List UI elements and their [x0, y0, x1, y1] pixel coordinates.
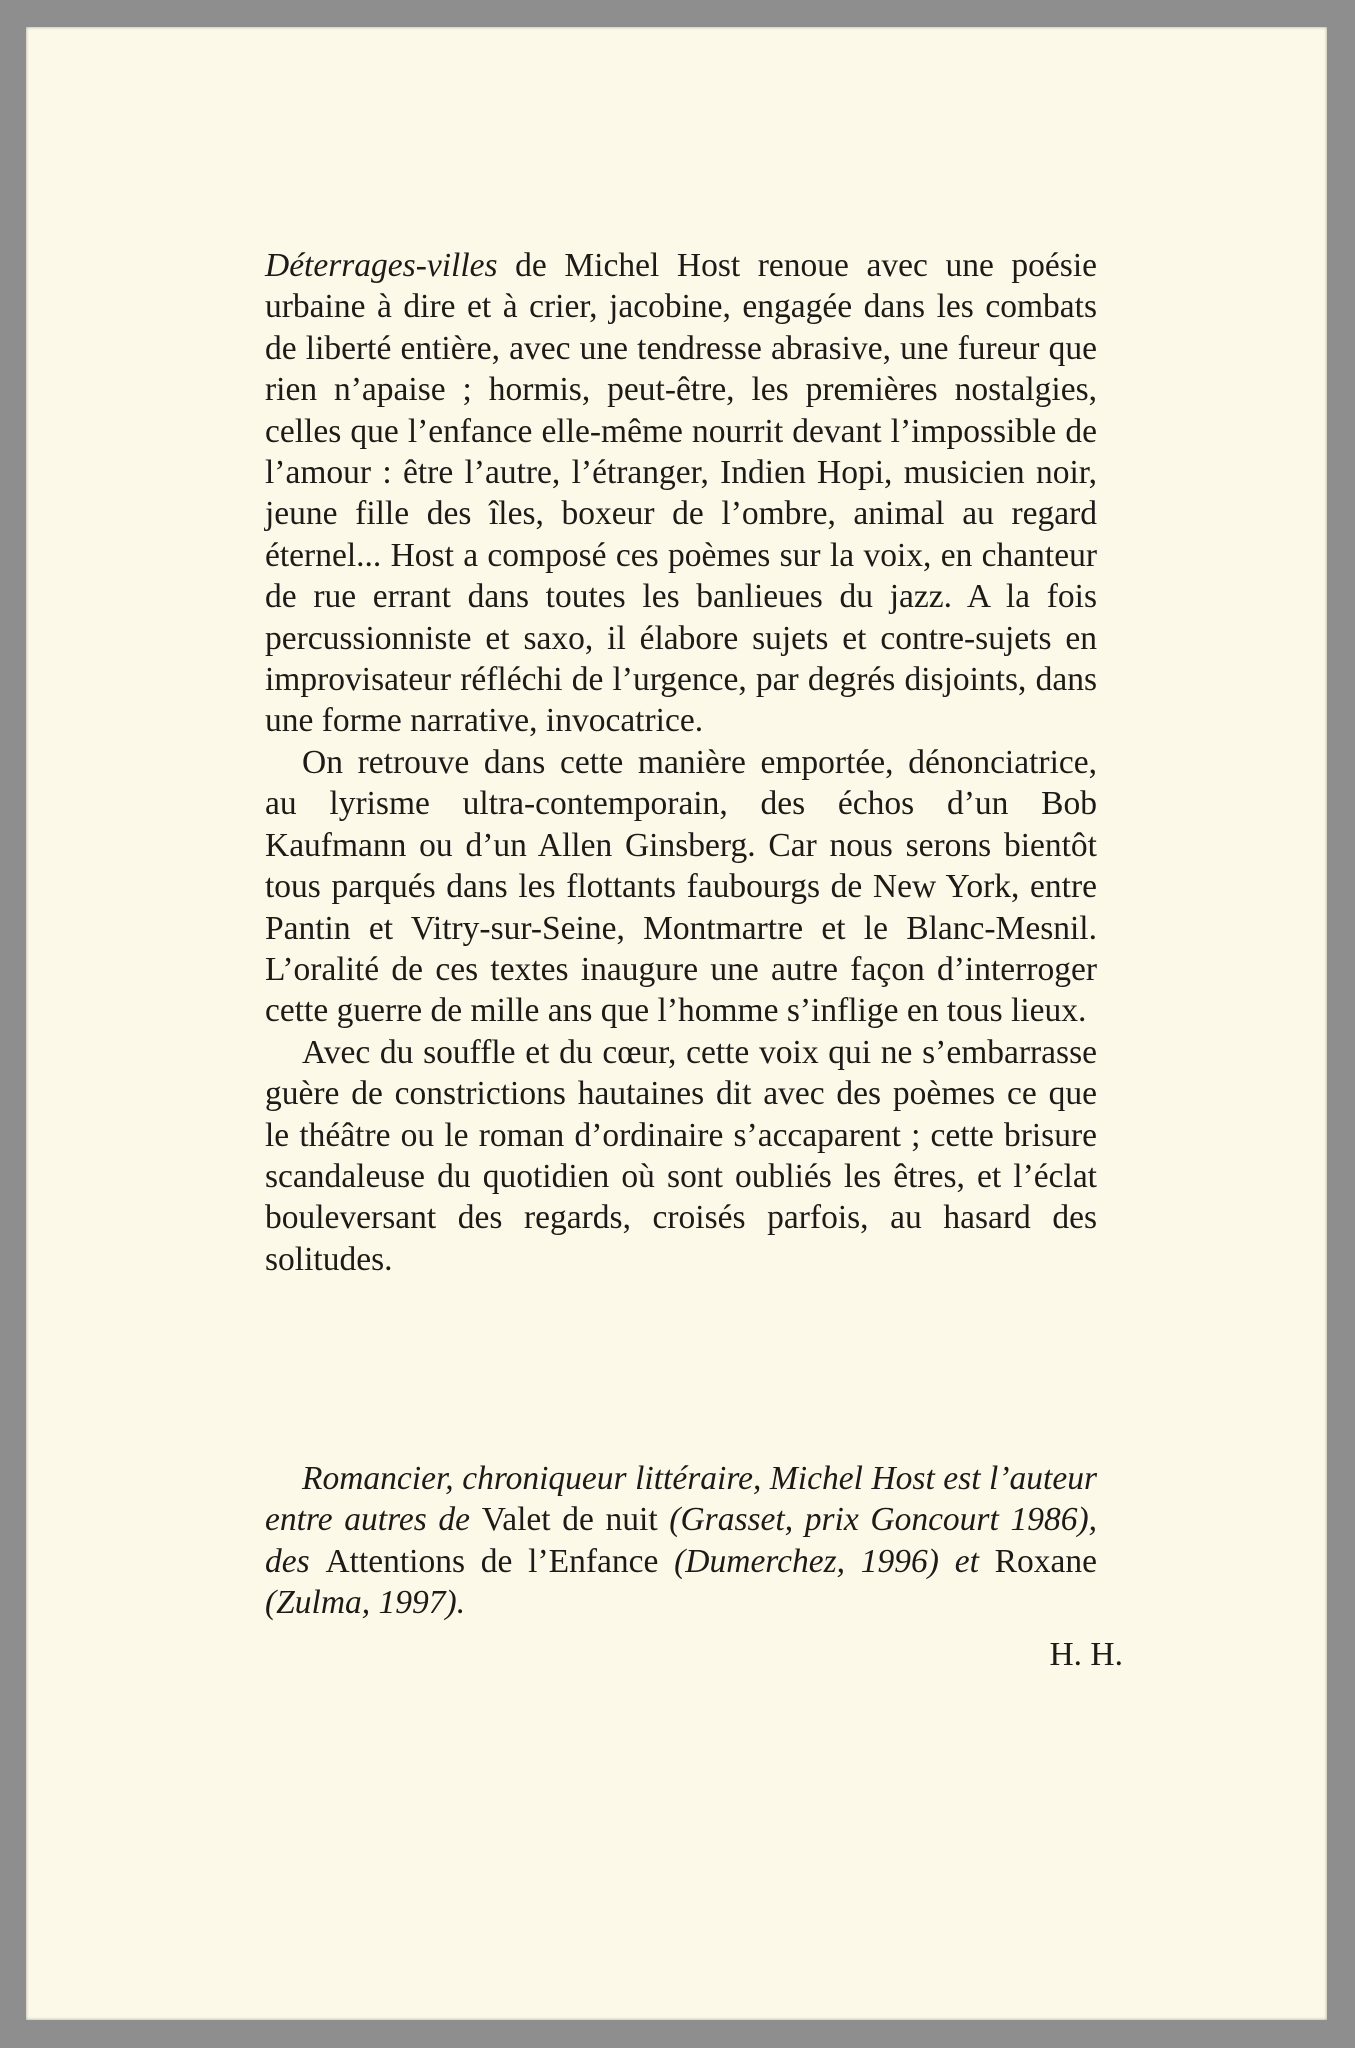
bio-part-2: (Grasset, prix Goncourt 1986), des — [265, 1501, 1097, 1580]
book-title: Déterrages-villes — [265, 247, 498, 284]
paragraph-3: Avec du souffle et du cœur, cette voix qui ne s’embarrasse guère de constrictions hautaines dit avec des poèmes ce que le théâtre ou le roman d’ordinaire s’accaparent ; cette brisure scandaleuse du quotidien où sont oubliés les êtres, et l’éclat bouleversant des regards, croisés parfois, au hasard des solitudes. — [265, 1033, 1097, 1278]
bio-title-2: Attentions de l’Enfance — [325, 1542, 659, 1580]
main-text — [265, 245, 1097, 1280]
signature: H. H. — [1049, 1636, 1123, 1673]
bio-part-1: Romancier, chroniqueur littéraire, Michel Host est l’auteur entre autres de — [265, 1460, 1097, 1539]
author-bio — [265, 1458, 1097, 1624]
paragraph-1 — [265, 245, 1097, 742]
bio-part-4: (Zulma, 1997). — [265, 1584, 466, 1622]
paragraph-1-body: de Michel Host renoue avec une poésie urbaine à dire et à crier, jacobine, engagée dans les combats de liberté entière, avec une tendresse abrasive, une fureur que rien n’apaise ; hormis, peut-être, les premières nostalgies, celles que l’enfance elle-même nourrit devant l’impossible de l’amour : être l’autre, l’étranger, Indien Hopi, musicien noir, jeune fille des îles, boxeur de l’ombre, animal au regard éternel... Host a composé ces poèmes sur la voix, en chanteur de rue errant dans toutes les banlieues du jazz. A la fois percussionniste et saxo, il élabore sujets et contre-sujets en improvisateur réfléchi de l’urgence, par degrés disjoints, dans une forme narrative, invocatrice. — [265, 247, 1097, 740]
bio-title-1: Valet de nuit — [481, 1501, 658, 1539]
bio-title-3: Roxane — [994, 1542, 1098, 1580]
paragraph-2: On retrouve dans cette manière emportée, dénonciatrice, au lyrisme ultra-contemporain, des échos d’un Bob Kaufmann ou d’un Allen Ginsberg. Car nous serons bientôt tous parqués dans les flottants faubourgs de New York, entre Pantin et Vitry-sur-Seine, Montmartre et le Blanc-Mesnil. L’oralité de ces textes inaugure une autre façon d’interroger cette guerre de mille ans que l’homme s’inflige en tous lieux. — [265, 743, 1097, 1030]
bio-part-3: (Dumerchez, 1996) et — [658, 1542, 995, 1580]
